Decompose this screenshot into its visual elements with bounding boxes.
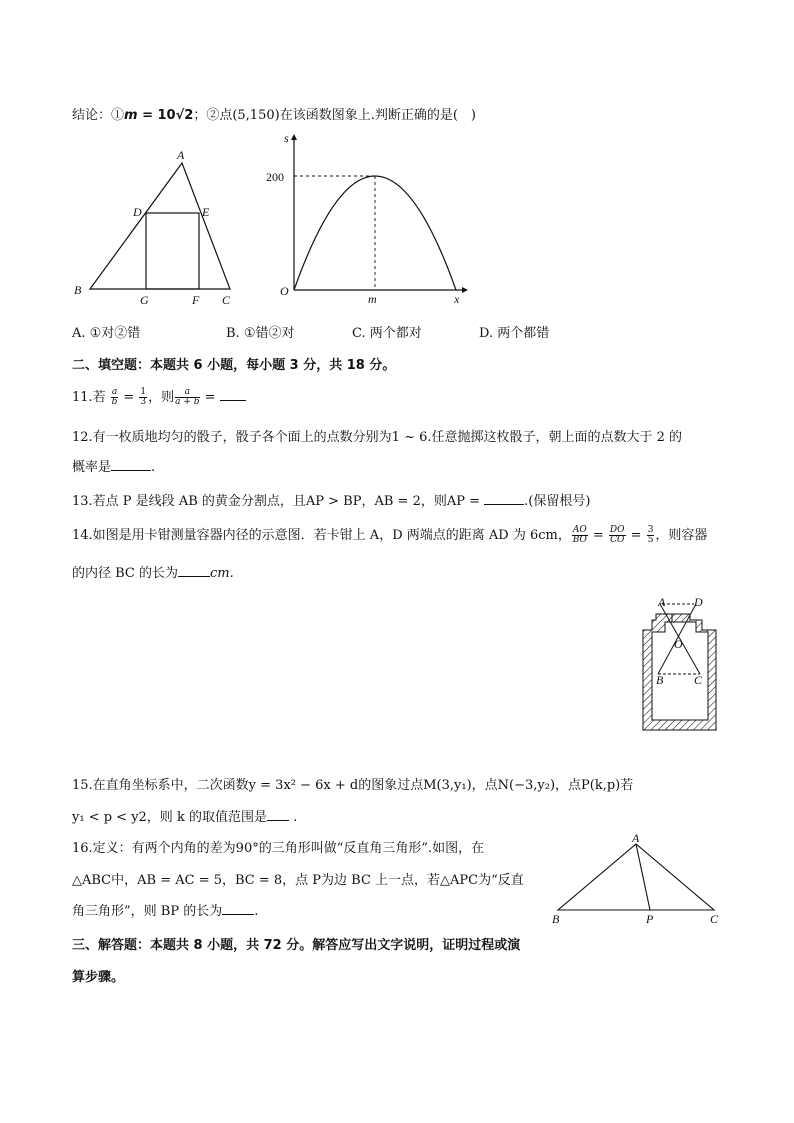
label-m: m: [368, 292, 377, 306]
label-b: B: [656, 673, 664, 687]
x-axis-arrow: [462, 287, 468, 293]
q14-f1-den: BO: [572, 535, 587, 545]
label-x: x: [454, 292, 460, 306]
label-b: B: [74, 283, 82, 297]
q11-frac-a-over-ab: [175, 388, 199, 407]
q10-conclusion: [72, 104, 476, 123]
q14-eq2: =: [626, 528, 646, 543]
label-d: D: [694, 595, 703, 609]
option-c[interactable]: C. 两个都对: [352, 326, 422, 341]
label-f: F: [192, 293, 200, 307]
triangle-abc: [558, 844, 714, 910]
q14-f2-num: DO: [609, 525, 625, 535]
option-a[interactable]: A. ①对②错: [72, 326, 141, 341]
label-o: O: [674, 637, 683, 651]
q16-triangle-figure: [548, 832, 728, 927]
q12-line2-text: 概率是: [72, 460, 112, 475]
label-s: s: [284, 131, 289, 145]
q16-line1: 16.定义：有两个内角的差为90°的三角形叫做“反直角三角形”.如图，在: [72, 841, 485, 856]
q11-frac-13: [139, 388, 147, 407]
q16-line2: △ABC中，AB = AC = 5，BC = 8，点 P为边 BC 上一点，若△APC为“反直: [72, 873, 524, 888]
option-d[interactable]: D. 两个都错: [479, 326, 550, 341]
section3-line1: [72, 934, 520, 953]
q10-conclusion-rest: ；②点(5,150)在该函数图象上.判断正确的是( ): [193, 108, 476, 123]
section2-rest: 本题共 6 小题，每小题 3 分，共 18 分。: [150, 358, 396, 373]
option-b[interactable]: B. ①错②对: [226, 326, 295, 341]
q10-conclusion-prefix: 结论：①: [72, 108, 125, 123]
q11-frac-ab: [111, 388, 118, 407]
q15-answer-blank[interactable]: [267, 808, 289, 821]
q13-answer-blank[interactable]: [484, 492, 524, 505]
q16-answer-blank[interactable]: [222, 902, 254, 915]
q11-eq2: =: [200, 390, 220, 405]
label-p: P: [646, 912, 654, 926]
q12-answer-blank[interactable]: [111, 458, 151, 471]
q14-text-b: ，则容器: [655, 528, 708, 543]
q11-frac3-num: a: [175, 388, 199, 398]
q10-parabola-graph: [262, 128, 477, 308]
q11: [72, 386, 246, 407]
q11-text-a: 11.若: [72, 390, 106, 405]
q14-f2-den: CO: [610, 535, 625, 545]
label-c: C: [222, 293, 231, 307]
q14-f1-num: AO: [572, 525, 587, 535]
label-e: E: [202, 205, 210, 219]
q10-eq: = 10: [137, 108, 176, 123]
q12-line2: 概率是 .: [72, 460, 156, 475]
section3-line2: 算步骤。: [72, 970, 125, 985]
q13-note: .(保留根号): [524, 494, 591, 509]
label-c: C: [694, 673, 703, 687]
q11-frac1-num: a: [111, 387, 118, 397]
q10-m-var: m: [124, 108, 138, 123]
section2-prefix: 二、填空题：: [72, 358, 151, 373]
rectangle-defg: [146, 213, 199, 289]
q14-frac-35: [647, 526, 655, 545]
q14-eq1: =: [588, 528, 608, 543]
label-200: 200: [266, 170, 284, 184]
q14-frac-do-co: [609, 526, 626, 545]
q14-answer-blank[interactable]: [178, 564, 210, 577]
section3-rest: 本题共 8 小题，共 72 分。解答应写出文字说明，证明过程或演: [150, 938, 521, 953]
q10-triangle-figure: [70, 145, 240, 310]
q11-frac3-den: a + b: [175, 397, 200, 407]
label-a: A: [632, 832, 640, 845]
q14-f3-den: 5: [647, 535, 654, 545]
label-a: A: [177, 148, 185, 162]
q10-sqrt: √2: [175, 108, 194, 123]
y-axis-arrow: [291, 134, 297, 140]
q11-frac1-den: b: [111, 397, 118, 407]
q15-line2: y₁ < p < y2，则 k 的取值范围是 .: [72, 810, 298, 825]
q16-line3: 角三角形”，则 BP 的长为 .: [72, 904, 259, 919]
container-wall: [643, 614, 716, 730]
section2-header: [72, 354, 395, 373]
q14-line2: [72, 562, 234, 581]
label-c: C: [710, 912, 719, 926]
label-g: G: [140, 293, 149, 307]
q14-caliper-figure: [640, 592, 725, 737]
section3-prefix: 三、解答题：: [72, 938, 151, 953]
q14-frac-ao-bo: [572, 526, 588, 545]
label-b: B: [552, 912, 560, 926]
q11-frac2-num: 1: [140, 387, 147, 397]
label-d: D: [133, 205, 142, 219]
q11-eq1: =: [119, 390, 139, 405]
q15-line1: 15.在直角坐标系中，二次函数y = 3x² − 6x + d的图象过点M(3,y₁)，点N(−3,y₂)，点P(k,p)若: [72, 778, 634, 793]
q15-line2-text: y₁ < p < y2，则 k 的取值范围是: [72, 810, 267, 825]
q11-text-b: ，则: [148, 390, 175, 405]
label-a: A: [658, 595, 666, 609]
q13-text: 13.若点 P 是线段 AB 的黄金分割点，且AP > BP，AB = 2，则AP =: [72, 494, 485, 509]
q13: [72, 490, 590, 509]
triangle-abc: [90, 163, 230, 289]
q11-answer-blank[interactable]: [220, 388, 246, 401]
q16-line3-text: 角三角形”，则 BP 的长为: [72, 904, 223, 919]
q14-f3-num: 3: [647, 525, 654, 535]
label-o: O: [280, 284, 289, 298]
q14-unit: cm.: [210, 566, 234, 581]
q14-line2-text: 的内径 BC 的长为: [72, 566, 179, 581]
q14-text-a: 14.如图是用卡钳测量容器内径的示意图．若卡钳上 A，D 两端点的距离 AD 为 6cm，: [72, 528, 571, 543]
q12-line1: 12.有一枚质地均匀的骰子，骰子各个面上的点数分别为1 ~ 6.任意抛掷这枚骰子，朝上面的点数大于 2 的: [72, 430, 683, 445]
q11-frac2-den: 3: [140, 397, 147, 407]
q14-line1: [72, 524, 707, 545]
